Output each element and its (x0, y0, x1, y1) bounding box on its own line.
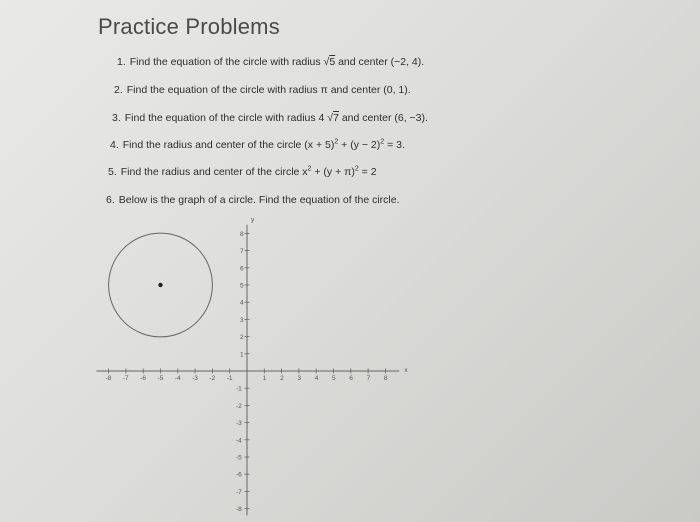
x-tick-label: -1 (226, 375, 233, 382)
x-tick-label: -8 (105, 375, 112, 382)
problem-number: 6. (106, 194, 115, 206)
problem-number: 1. (117, 56, 126, 68)
x-tick-label: 5 (332, 375, 336, 382)
problem-text: Find the radius and center of the circle $(x + 5)^2 + (y - 2)^2 = 3$. (122, 138, 405, 151)
y-tick-label: 2 (240, 334, 244, 342)
x-tick-label: 2 (280, 375, 284, 382)
y-tick-label: 8 (240, 230, 244, 238)
problem-number: 3. (112, 112, 121, 124)
y-axis-label: y (251, 216, 255, 224)
y-tick-label: 7 (240, 248, 244, 256)
x-tick-label: 8 (383, 375, 388, 382)
y-tick-label: -3 (236, 420, 242, 428)
x-tick-label: 7 (366, 375, 371, 382)
y-tick-label: 3 (240, 316, 244, 324)
problem-number: 5. (108, 166, 117, 178)
problem-number: 4. (110, 139, 119, 151)
y-tick-label: 4 (240, 299, 244, 307)
y-tick-label: -1 (236, 385, 242, 393)
x-tick-label: -6 (140, 375, 146, 382)
problem-number: 2. (114, 84, 123, 96)
x-tick-label: -7 (122, 375, 129, 382)
x-tick-label: 1 (262, 375, 267, 382)
x-tick-label: -2 (209, 375, 216, 382)
circle-center-dot (158, 283, 162, 287)
y-tick-label: -6 (236, 471, 242, 479)
y-tick-label: -7 (236, 488, 242, 496)
problem-text: Below is the graph of a circle. Find the equation of the circle. (118, 194, 400, 206)
x-tick-label: -3 (192, 375, 198, 382)
sqrt-7: √7 (327, 112, 339, 124)
problem-text: Find the equation of the circle with radius √5 and center (−2, 4). (129, 56, 425, 68)
y-tick-label: -5 (236, 454, 242, 462)
graph-axes (96, 216, 408, 515)
x-tick-label: 4 (314, 375, 319, 382)
x-tick-label: -5 (157, 375, 164, 382)
y-tick-label: 6 (240, 265, 244, 273)
y-tick-label: 1 (240, 351, 244, 359)
x-tick-label: 3 (297, 375, 302, 382)
problem-text: Find the equation of the circle with radius π and center (0, 1). (126, 84, 411, 96)
sqrt-5: √5 (323, 56, 336, 68)
y-tick-label: -2 (236, 402, 242, 410)
page-title: Practice Problems (98, 14, 280, 39)
problem-text: Find the radius and center of the circle $x^2 + (y + \pi)^2 = 2$ (120, 165, 377, 178)
x-axis-label: x (404, 367, 408, 374)
y-tick-label: 5 (240, 282, 244, 290)
problem-text: Find the equation of the circle with radius 4 √7 and center (6, −3). (124, 112, 428, 124)
y-tick-label: -8 (236, 506, 242, 514)
x-tick-label: 6 (349, 375, 353, 382)
y-tick-label: -4 (236, 437, 242, 445)
x-tick-label: -4 (174, 375, 181, 382)
